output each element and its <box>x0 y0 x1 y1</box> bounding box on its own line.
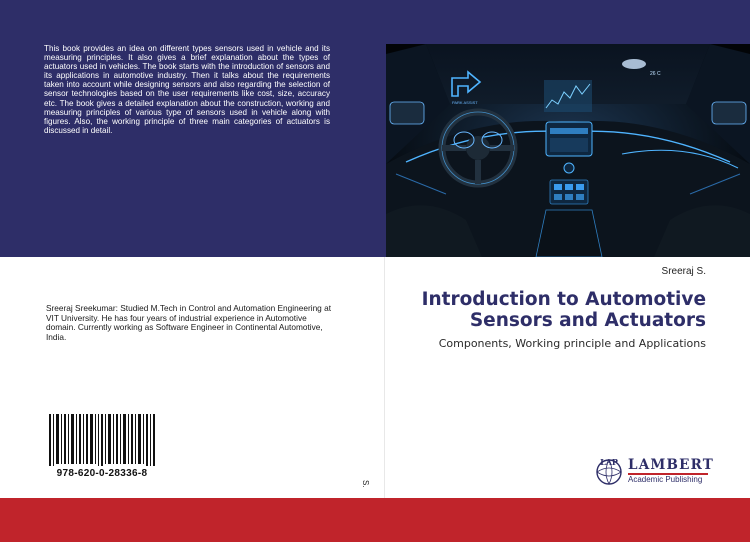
lap-logo-text: LAP <box>600 457 618 467</box>
lap-globe-icon <box>593 456 625 486</box>
publisher-name: LAMBERT <box>628 457 715 473</box>
cover-author: Sreeraj S. <box>661 266 706 277</box>
photo-temp-text: 26 C <box>650 71 661 77</box>
back-cover-blurb: This book provides an idea on different types sensors used in vehicle and its measuring principles. It also gives a brief explanation about the types of actuators used in vehicles. The book starts with the introduction of sensors and its applications in automotive industry. Then it talks about the requirements taken into account while designing sensors and also regarding the selection of sensor technologies based on the user requirements like cost, size, accuracy etc. The book gives a detailed explanation about the construction, working and measuring principles of various type of sensors used in vehicle along with figures. Also, the working principle of three main categories of actuators is discussed in detail. <box>44 44 330 135</box>
publisher-tagline: Academic Publishing <box>628 475 703 484</box>
author-bio: Sreeraj Sreekumar: Studied M.Tech in Control and Automation Engineering at VIT University. He has four years of industrial experience in Automotive domain. Currently working as Software Engineer in Continental Automotive, India. <box>46 303 332 342</box>
spine-author: S. <box>361 480 370 488</box>
isbn-barcode <box>45 412 159 482</box>
book-title: Introduction to Automotive Sensors and Actuators <box>421 289 706 331</box>
publisher-logo <box>593 456 715 486</box>
book-subtitle: Components, Working principle and Applications <box>438 337 706 350</box>
spine-divider <box>384 257 385 498</box>
bottom-red-band <box>0 498 750 542</box>
car-dashboard-photo <box>386 44 750 257</box>
isbn-number: 978-620-0-28336-8 <box>56 468 148 479</box>
barcode-icon <box>45 412 159 468</box>
photo-hud-text: PARK ASSIST <box>452 100 478 105</box>
